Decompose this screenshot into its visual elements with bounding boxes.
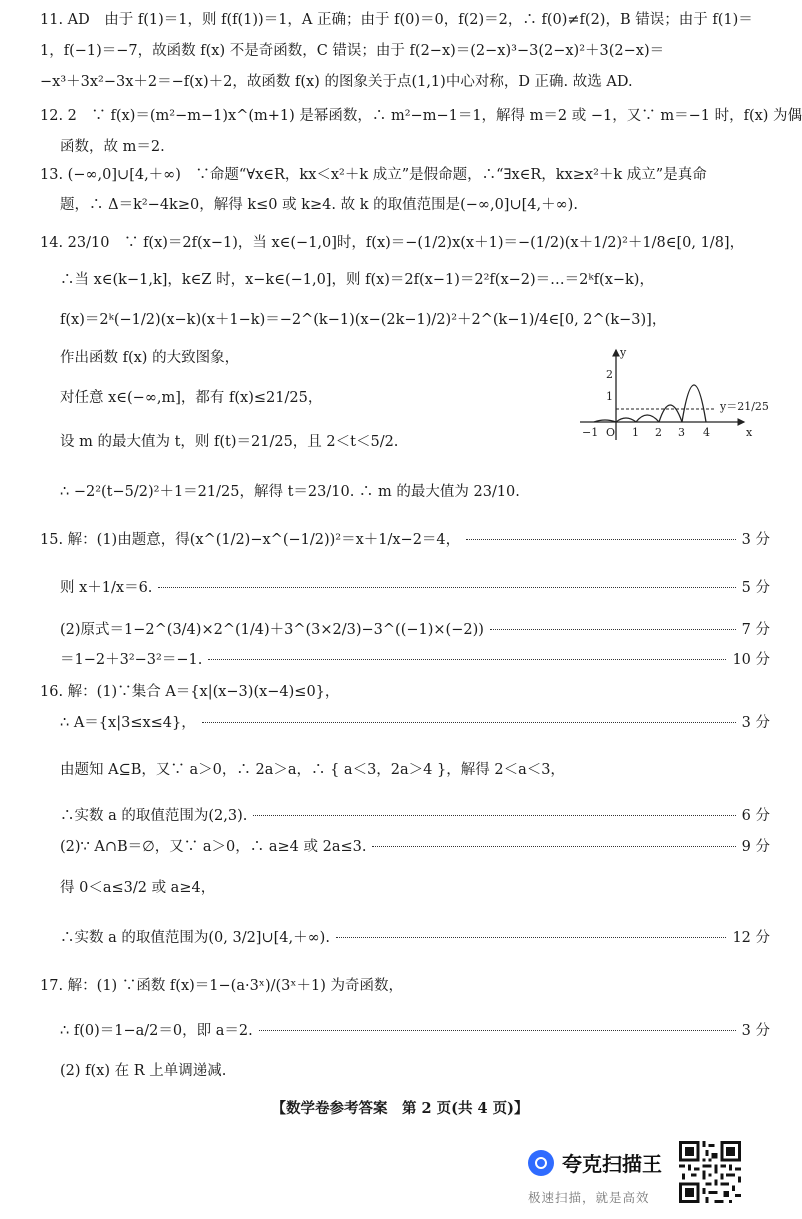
watermark-title: 夸克扫描王 [562,1152,662,1176]
q15-line-4-text: ＝1−2＋3²−3²＝−1. [60,652,203,668]
q15-line-1 [40,530,770,550]
q17-line-2-text: ∴ f(0)＝1−a/2＝0，即 a＝2. [60,1023,253,1039]
q11-line-2: 1，f(−1)＝−7，故函数 f(x) 不是奇函数，C 错误；由于 f(2−x)＝(2−x)³−3(2−x)²＋3(2−x)＝ [40,43,665,59]
score-label: 3 分 [741,715,770,731]
scanner-watermark [528,1142,678,1212]
x-tick-1: 1 [632,426,639,439]
score-label: 3 分 [741,1023,770,1039]
q14-line-3: f(x)＝2ᵏ(−1/2)(x−k)(x＋1−k)＝−2^(k−1)(x−(2k−1)/2)²＋2^(k−1)/4∈[0, 2^(k−3)]， [60,312,667,328]
leader-dots [253,815,735,816]
q15-line-4 [60,650,770,670]
leader-dots [208,659,726,660]
q14-line-6: 设 m 的最大值为 t，则 f(t)＝21/25，且 2＜t＜5/2. [60,434,399,450]
arch-3 [659,405,682,422]
score-label: 10 分 [732,652,770,668]
leader-dots [158,587,735,588]
x-tick-3: 3 [678,426,685,439]
q14-line-2: ∴当 x∈(k−1,k]，k∈Z 时，x−k∈(−1,0]，则 f(x)＝2f(x−1)＝2²f(x−2)＝…＝2ᵏf(x−k)， [60,272,654,288]
score-label: 3 分 [741,532,770,548]
q14-line-7: ∴ −2²(t−5/2)²＋1＝21/25，解得 t＝23/10. ∴ m 的最大值为 23/10. [60,484,520,500]
score-label: 5 分 [741,580,770,596]
y-tick-2: 2 [606,368,613,381]
q15-line-2 [60,578,770,598]
q12-line-1: 12. 2 ∵ f(x)＝(m²−m−1)x^(m+1) 是幂函数，∴ m²−m−1＝1，解得 m＝2 或 −1，又∵ m＝−1 时，f(x) 为偶 [40,108,802,124]
q13-line-1: 13. (−∞,0]∪[4,＋∞) ∵命题“∀x∈R，kx＜x²＋k 成立”是假命题，∴“∃x∈R，kx≥x²＋k 成立”是真命 [40,167,707,183]
q16-line-7-text: ∴实数 a 的取值范围为(0, 3/2]∪[4,＋∞). [60,930,330,946]
leader-dots [490,629,736,630]
watermark-subtitle: 极速扫描，就是高效 [528,1190,650,1205]
level-line-label: y＝21/25 [720,400,769,413]
leader-dots [336,937,726,938]
score-label: 9 分 [741,839,770,855]
x-tick-neg1: −1 [582,426,599,439]
quark-logo-icon [528,1150,554,1176]
y-axis-label: y [620,346,627,359]
score-label: 6 分 [741,808,770,824]
q11-line-3: −x³＋3x²−3x＋2＝−f(x)＋2，故函数 f(x) 的图象关于点(1,1)中心对称，D 正确. 故选 AD. [40,74,633,90]
leader-dots [202,722,736,723]
q14-line-4: 作出函数 f(x) 的大致图象， [60,350,240,366]
q15-line-3 [60,620,770,640]
q16-line-6: 得 0＜a≤3/2 或 a≥4， [60,880,216,896]
x-axis-label: x [746,426,753,439]
x-tick-2: 2 [655,426,662,439]
q16-line-5 [60,837,770,857]
q16-line-4-text: ∴实数 a 的取值范围为(2,3). [60,808,248,824]
score-label: 12 分 [732,930,770,946]
arch-4 [682,385,706,422]
q16-line-5-text: (2)∵ A∩B＝∅，又∵ a＞0，∴ a≥4 或 2a≤3. [60,839,367,855]
leader-dots [466,539,736,540]
score-label: 7 分 [741,622,770,638]
q14-line-1: 14. 23/10 ∵ f(x)＝2f(x−1)，当 x∈(−1,0]时，f(x)＝−(1/2)x(x＋1)＝−(1/2)(x＋1/2)²＋1/8∈[0, 1/8]， [40,235,745,251]
leader-dots [259,1030,736,1031]
q11-line-1: 11. AD 由于 f(1)＝1，则 f(f(1))＝1，A 正确；由于 f(0)＝0，f(2)＝2，∴ f(0)≠f(2)，B 错误；由于 f(1)＝ [40,12,753,28]
q16-line-1: 16. 解：(1)∵集合 A＝{x|(x−3)(x−4)≤0}， [40,684,340,700]
q12-line-2: 函数，故 m＝2. [60,139,165,155]
qr-code-icon [679,1141,741,1203]
q17-line-3: (2) f(x) 在 R 上单调递减. [60,1063,227,1079]
q16-line-3: 由题知 A⊆B，又∵ a＞0，∴ 2a＞a，∴ { a＜3，2a＞4 }，解得 2＜a＜3， [60,762,565,778]
q14-line-5: 对任意 x∈(−∞,m]，都有 f(x)≤21/25， [60,390,323,406]
arch-2 [636,415,659,422]
q16-line-2-text: ∴ A＝{x|3≤x≤4}， [60,715,196,731]
q16-line-2 [60,713,770,733]
x-tick-4: 4 [703,426,710,439]
q15-line-2-text: 则 x＋1/x＝6. [60,580,153,596]
q13-line-2: 题，∴ Δ＝k²−4k≥0，解得 k≤0 或 k≥4. 故 k 的取值范围是(−∞,0]∪[4,＋∞). [60,197,578,213]
q15-line-1-text: 15. 解：(1)由题意，得(x^(1/2)−x^(−1/2))²＝x＋1/x−2＝4， [40,532,461,548]
leader-dots [372,846,735,847]
q16-line-4 [60,806,770,826]
y-tick-1: 1 [606,390,613,403]
q17-line-1: 17. 解：(1) ∵函数 f(x)＝1−(a·3ˣ)/(3ˣ＋1) 为奇函数， [40,978,404,994]
q16-line-7 [60,928,770,948]
origin-label: O [606,426,616,439]
page-footer: 【数学卷参考答案 第 2 页(共 4 页)】 [271,1100,529,1117]
function-graph [576,344,769,444]
q15-line-3-text: (2)原式＝1−2^(3/4)×2^(1/4)＋3^(3×2/3)−3^((−1)×(−2)) [60,622,484,638]
q17-line-2 [60,1021,770,1041]
